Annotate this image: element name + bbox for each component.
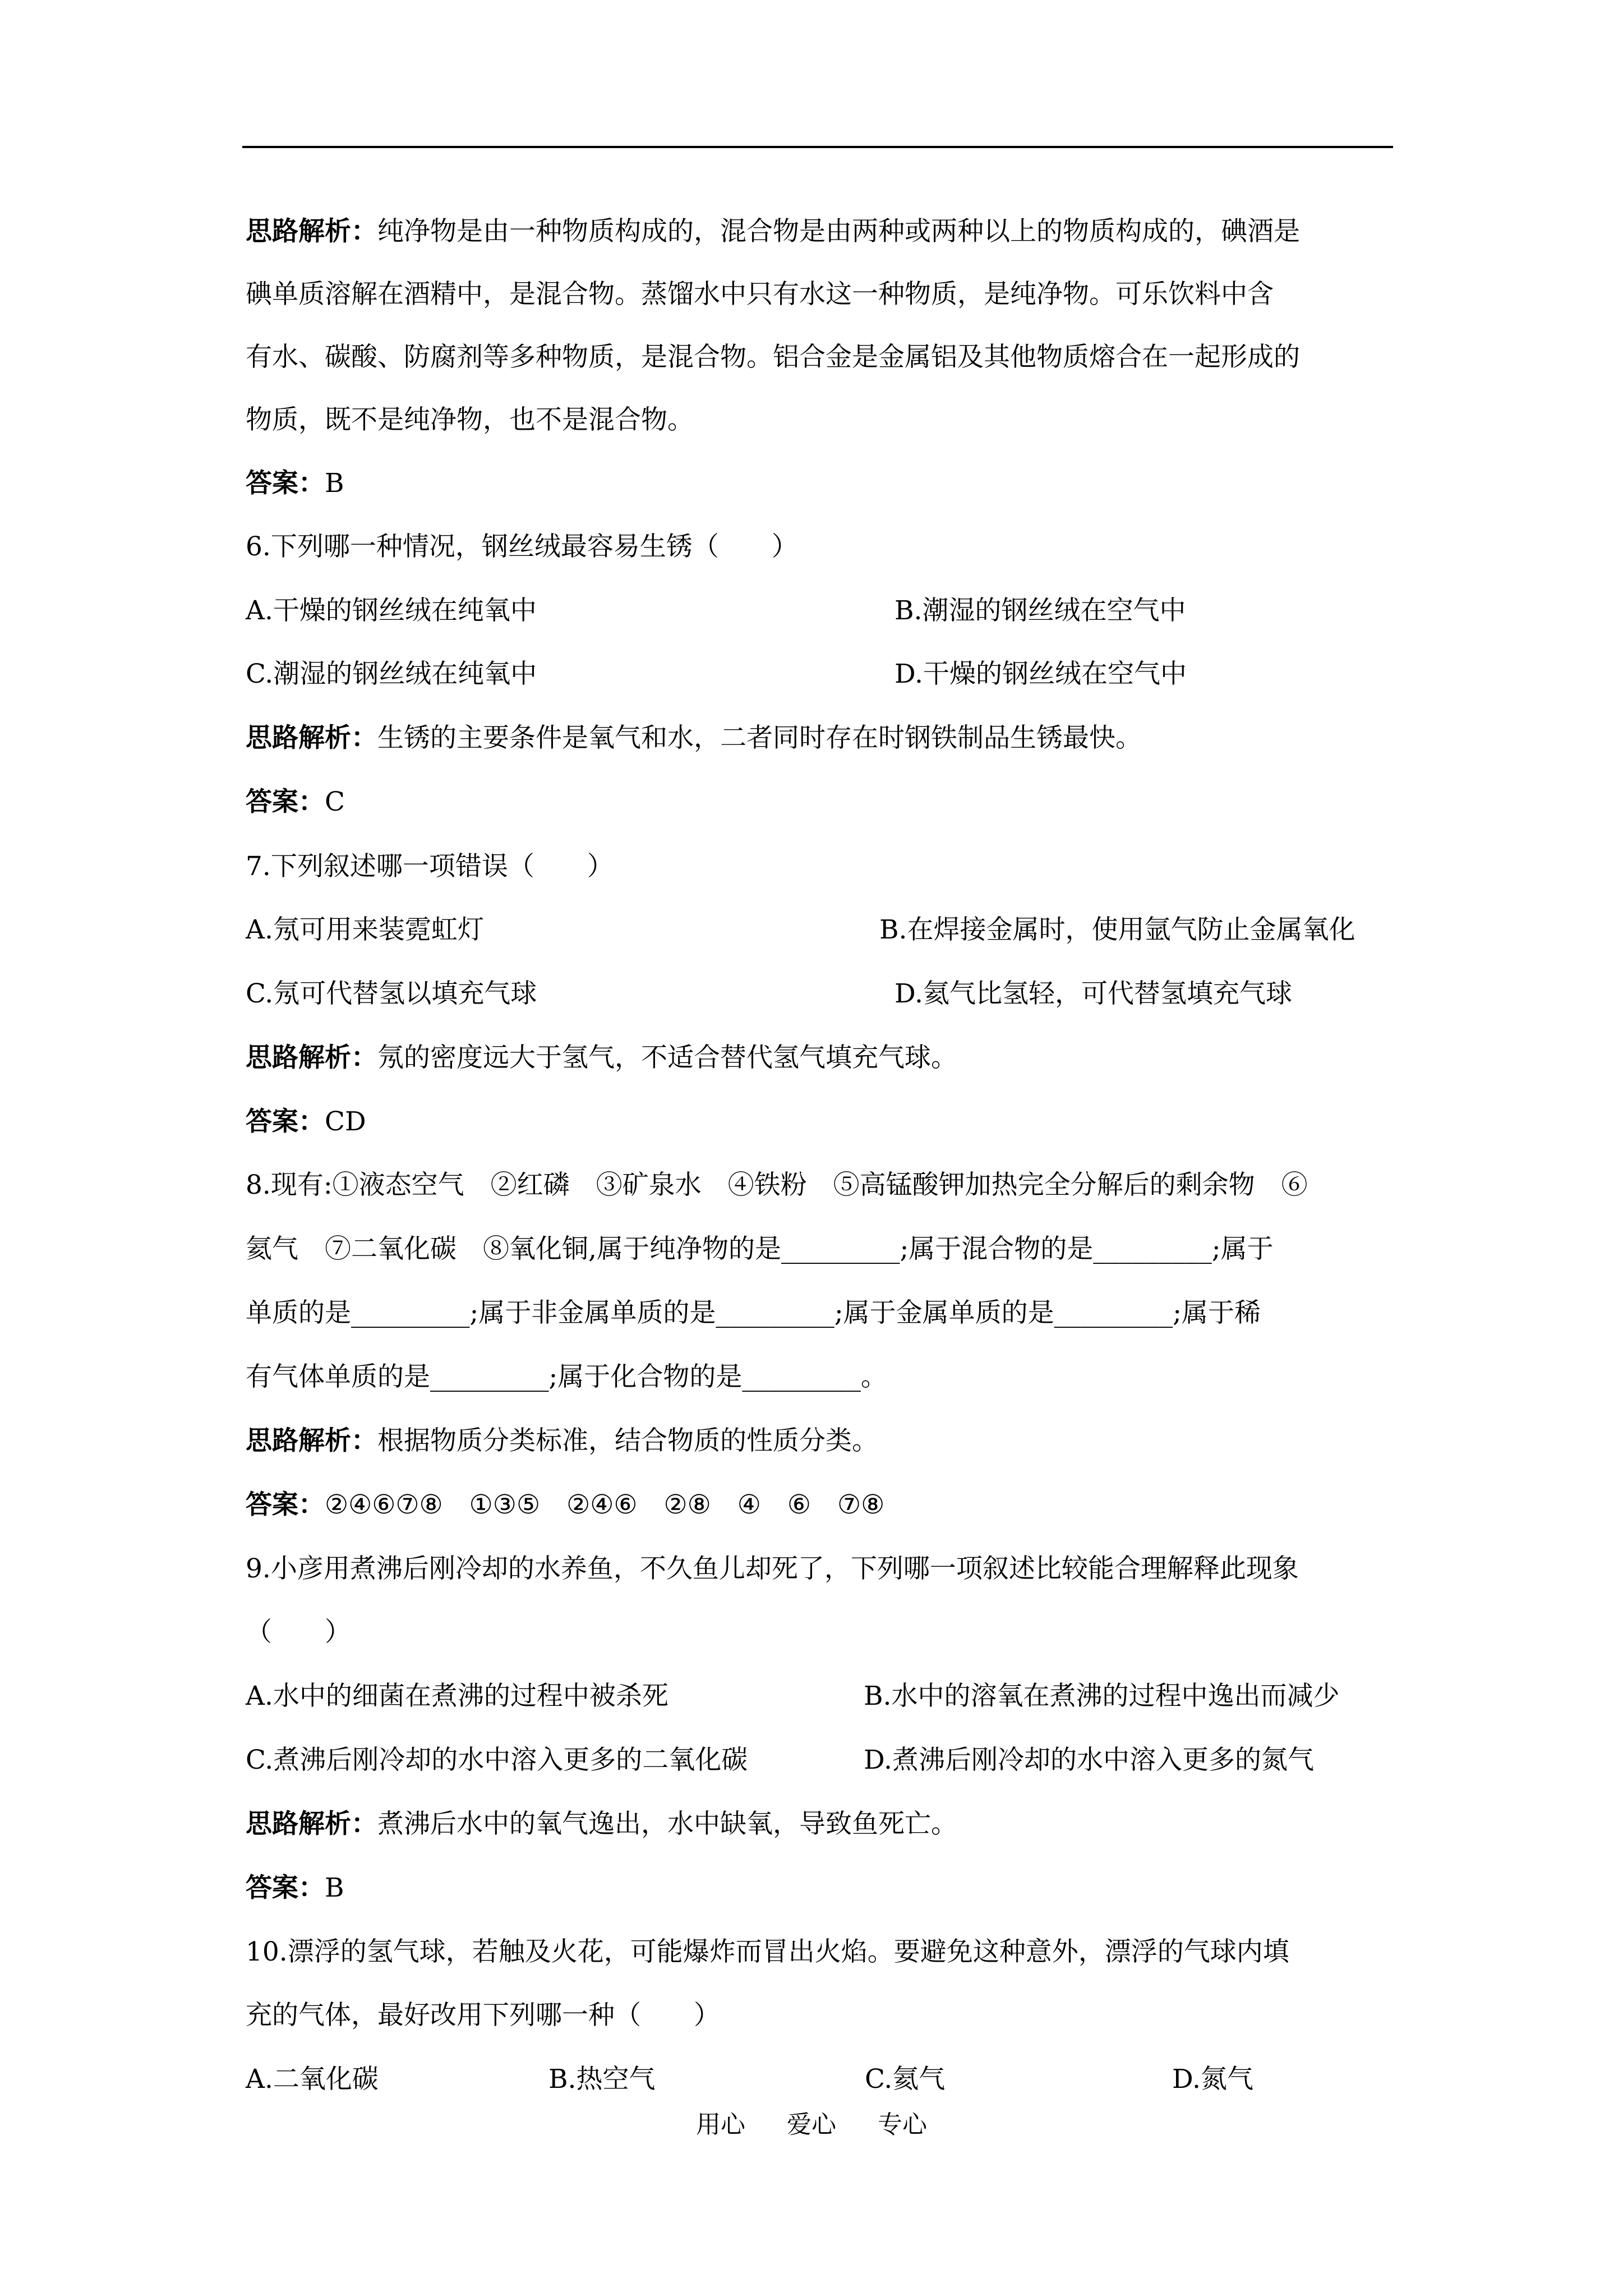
q10-option-a: A.二氧化碳 xyxy=(246,2064,379,2095)
q5-analysis-line-2: 碘单质溶解在酒精中，是混合物。蒸馏水中只有水这一种物质，是纯净物。可乐饮料中含 xyxy=(246,279,1274,310)
q6-analysis-label: 思路解析： xyxy=(246,723,377,753)
q9-answer-value: B xyxy=(325,1872,344,1903)
q7-analysis-label: 思路解析： xyxy=(246,1042,377,1073)
q10-stem-line-2: 充的气体，最好改用下列哪一种（ ） xyxy=(246,2000,720,2031)
q9-stem-line-2: （ ） xyxy=(246,1617,351,1648)
header-rule xyxy=(242,146,1393,148)
q6-answer xyxy=(246,785,345,819)
q6-answer-label: 答案： xyxy=(246,786,325,817)
q8-answer-value: ②④⑥⑦⑧ ①③⑤ ②④⑥ ②⑧ ④ ⑥ ⑦⑧ xyxy=(325,1489,885,1520)
q10-option-b: B.热空气 xyxy=(548,2064,656,2095)
footer-word-3: 专心 xyxy=(878,2110,927,2139)
q9-option-d: D.煮沸后刚冷却的水中溶入更多的氮气 xyxy=(864,1745,1314,1775)
q5-analysis-line-1 xyxy=(246,215,1300,249)
q9-option-a: A.水中的细菌在煮沸的过程中被杀死 xyxy=(246,1681,668,1711)
q8-answer xyxy=(246,1488,884,1522)
q7-option-a: A.氖可用来装霓虹灯 xyxy=(246,914,484,945)
q8-analysis xyxy=(246,1424,878,1458)
q7-analysis xyxy=(246,1041,957,1075)
q7-answer-value: CD xyxy=(325,1106,366,1137)
q6-option-a: A.干燥的钢丝绒在纯氧中 xyxy=(246,595,537,626)
q7-answer xyxy=(246,1105,366,1139)
q8-answer-label: 答案： xyxy=(246,1489,325,1520)
q9-analysis xyxy=(246,1807,957,1841)
q6-analysis xyxy=(246,721,1142,755)
q6-answer-value: C xyxy=(325,786,345,817)
q5-analysis-label: 思路解析： xyxy=(246,216,377,247)
q8-line-2: 氦气 ⑦二氧化碳 ⑧氧化铜,属于纯净物的是_________;属于混合物的是_________;属于 xyxy=(246,1234,1274,1264)
page-footer xyxy=(0,2109,1623,2141)
q7-option-b: B.在焊接金属时，使用氩气防止金属氧化 xyxy=(879,914,1355,945)
q7-option-d: D.氦气比氢轻，可代替氢填充气球 xyxy=(895,978,1292,1009)
q9-answer-label: 答案： xyxy=(246,1872,325,1903)
q5-analysis-text-1: 纯净物是由一种物质构成的，混合物是由两种或两种以上的物质构成的，碘酒是 xyxy=(377,216,1300,247)
q9-answer xyxy=(246,1871,344,1905)
q5-analysis-line-4: 物质，既不是纯净物，也不是混合物。 xyxy=(246,404,694,435)
q10-option-c: C.氦气 xyxy=(865,2064,946,2095)
q9-option-b: B.水中的溶氧在煮沸的过程中逸出而减少 xyxy=(864,1681,1340,1711)
q10-option-d: D.氮气 xyxy=(1172,2064,1253,2095)
q6-option-d: D.干燥的钢丝绒在空气中 xyxy=(895,659,1187,689)
q8-line-1: 8.现有:①液态空气 ②红磷 ③矿泉水 ④铁粉 ⑤高锰酸钾加热完全分解后的剩余物 ⑥ xyxy=(246,1170,1308,1200)
q9-analysis-text: 煮沸后水中的氧气逸出，水中缺氧，导致鱼死亡。 xyxy=(377,1809,957,1839)
q5-answer-label: 答案： xyxy=(246,468,325,499)
q7-answer-label: 答案： xyxy=(246,1106,325,1137)
q8-analysis-label: 思路解析： xyxy=(246,1425,377,1456)
q8-analysis-text: 根据物质分类标准，结合物质的性质分类。 xyxy=(377,1425,878,1456)
q9-stem-line-1: 9.小彦用煮沸后刚冷却的水养鱼，不久鱼儿却死了，下列哪一项叙述比较能合理解释此现象 xyxy=(246,1553,1299,1584)
footer-word-2: 爱心 xyxy=(787,2110,836,2139)
q6-option-b: B.潮湿的钢丝绒在空气中 xyxy=(895,595,1186,626)
q10-stem-line-1: 10.漂浮的氢气球，若触及火花，可能爆炸而冒出火焰。要避免这种意外，漂浮的气球内填 xyxy=(246,1936,1289,1967)
q7-analysis-text: 氖的密度远大于氢气，不适合替代氢气填充气球。 xyxy=(377,1042,957,1073)
q7-option-c: C.氖可代替氢以填充气球 xyxy=(246,978,537,1009)
q6-stem: 6.下列哪一种情况，钢丝绒最容易生锈（ ） xyxy=(246,531,798,562)
q6-option-c: C.潮湿的钢丝绒在纯氧中 xyxy=(246,659,537,689)
q7-stem: 7.下列叙述哪一项错误（ ） xyxy=(246,851,614,882)
q6-analysis-text: 生锈的主要条件是氧气和水，二者同时存在时钢铁制品生锈最快。 xyxy=(377,723,1142,753)
q5-answer-value: B xyxy=(325,468,344,499)
q8-line-3: 单质的是_________;属于非金属单质的是_________;属于金属单质的是_________;属于稀 xyxy=(246,1297,1261,1328)
footer-word-1: 用心 xyxy=(696,2110,745,2139)
q5-answer xyxy=(246,467,344,500)
q9-analysis-label: 思路解析： xyxy=(246,1809,377,1839)
q8-line-4: 有气体单质的是_________;属于化合物的是_________。 xyxy=(246,1361,887,1392)
q5-analysis-line-3: 有水、碳酸、防腐剂等多种物质，是混合物。铝合金是金属铝及其他物质熔合在一起形成的 xyxy=(246,342,1300,372)
q9-option-c: C.煮沸后刚冷却的水中溶入更多的二氧化碳 xyxy=(246,1745,748,1775)
